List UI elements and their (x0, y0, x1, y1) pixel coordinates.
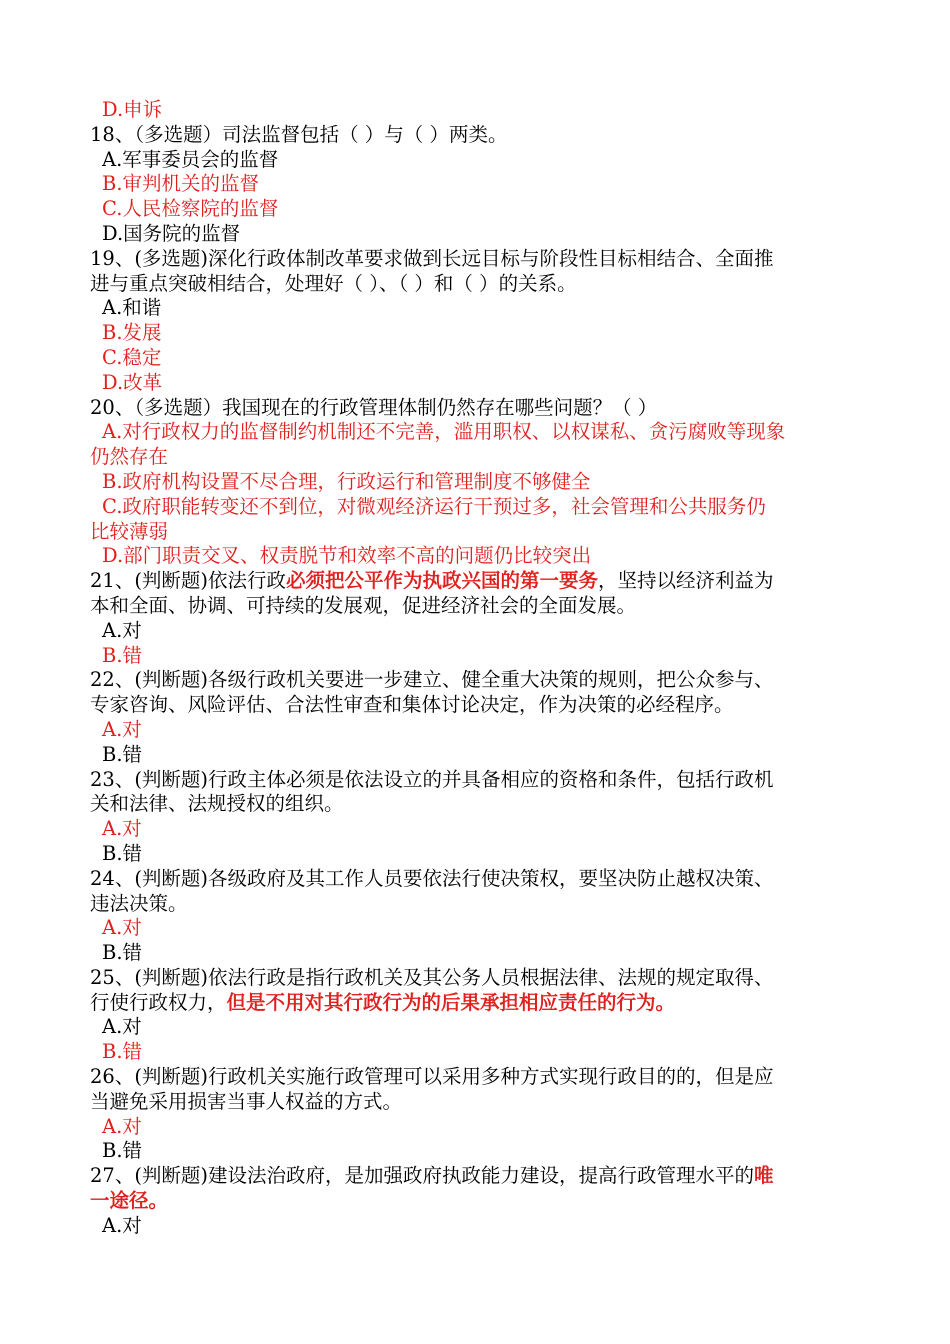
answer-option-line (90, 371, 865, 396)
text-segment: A.对 (102, 916, 142, 940)
emphasized-text: 唯 (754, 1164, 774, 1188)
emphasized-text: 一途径。 (90, 1189, 169, 1213)
answer-option-line (90, 544, 865, 569)
text-segment: A.对 (102, 717, 142, 741)
text-segment: 22、(判断题)各级行政机关要进一步建立、健全重大决策的规则，把公众参与、 (90, 668, 774, 692)
text-segment: 19、(多选题)深化行政体制改革要求做到长远目标与阶段性目标相结合、全面推 (90, 246, 774, 270)
answer-option-line (90, 718, 865, 743)
text-segment: 23、(判断题)行政主体必须是依法设立的并具备相应的资格和条件，包括行政机 (90, 767, 774, 791)
text-segment: A.对行政权力的监督制约机制还不完善，滥用职权、以权谋私、贪污腐败等现象 (102, 420, 786, 444)
answer-option-line (90, 495, 865, 520)
answer-option-line (90, 817, 865, 842)
answer-option-line (90, 1139, 865, 1164)
text-segment: 进与重点突破相结合，处理好（ ）、（ ）和（ ）的关系。 (90, 271, 577, 295)
text-segment: C.人民检察院的监督 (102, 197, 279, 221)
answer-option-line (90, 1115, 865, 1140)
answer-option-line (90, 743, 865, 768)
text-segment: C.稳定 (102, 345, 162, 369)
answer-option-line (90, 619, 865, 644)
text-segment: A.和谐 (102, 296, 162, 320)
answer-option-line (90, 470, 865, 495)
text-segment: B.政府机构设置不尽合理，行政运行和管理制度不够健全 (102, 469, 591, 493)
question-text-line (90, 1189, 865, 1214)
emphasized-text: 必须把公平作为执政兴国的第一要务 (286, 569, 599, 593)
text-segment: 专家咨询、风险评估、合法性审查和集体讨论决定，作为决策的必经程序。 (90, 693, 734, 717)
question-text-line (90, 594, 865, 619)
text-segment: A.对 (102, 1114, 142, 1138)
text-segment: 21、(判断题)依法行政 (90, 569, 287, 593)
answer-option-line (90, 1214, 865, 1239)
question-text-line (90, 668, 865, 693)
question-text-line (90, 867, 865, 892)
text-segment: 18、（多选题）司法监督包括（ ）与（ ）两类。 (90, 122, 508, 146)
text-segment: 关和法律、法规授权的组织。 (90, 792, 344, 816)
text-segment: 24、(判断题)各级政府及其工作人员要依法行使决策权，要坚决防止越权决策、 (90, 866, 774, 890)
question-text-line (90, 520, 865, 545)
text-segment: B.审判机关的监督 (102, 172, 260, 196)
answer-option-line (90, 1040, 865, 1065)
question-text-line (90, 247, 865, 272)
answer-option-line (90, 420, 865, 445)
answer-option-line (90, 172, 865, 197)
text-segment: 仍然存在 (90, 445, 169, 469)
text-segment: B.错 (102, 841, 143, 865)
question-text-line (90, 792, 865, 817)
question-text-line (90, 272, 865, 297)
text-segment: A.对 (102, 1213, 142, 1237)
text-segment: B.错 (102, 1040, 143, 1064)
answer-option-line (90, 916, 865, 941)
answer-option-line (90, 842, 865, 867)
question-text-line (90, 396, 865, 421)
answer-option-line (90, 98, 865, 123)
text-segment: B.错 (102, 941, 143, 965)
text-segment: A.军事委员会的监督 (102, 147, 279, 171)
text-segment: B.错 (102, 643, 143, 667)
question-text-line (90, 1065, 865, 1090)
text-segment: 当避免采用损害当事人权益的方式。 (90, 1089, 403, 1113)
text-segment: ，坚持以经济利益为 (598, 569, 774, 593)
question-text-line (90, 1090, 865, 1115)
text-segment: 26、(判断题)行政机关实施行政管理可以采用多种方式实现行政目的的，但是应 (90, 1065, 774, 1089)
text-segment: B.错 (102, 742, 143, 766)
text-segment: 行使行政权力， (90, 990, 227, 1014)
text-segment: 违法决策。 (90, 891, 188, 915)
text-segment: D.国务院的监督 (102, 221, 241, 245)
question-text-line (90, 768, 865, 793)
text-segment: A.对 (102, 1015, 142, 1039)
answer-option-line (90, 941, 865, 966)
answer-option-line (90, 1015, 865, 1040)
text-segment: A.对 (102, 817, 142, 841)
question-text-line (90, 123, 865, 148)
answer-option-line (90, 346, 865, 371)
answer-option-line (90, 321, 865, 346)
text-segment: C.政府职能转变还不到位，对微观经济运行干预过多，社会管理和公共服务仍 (102, 494, 766, 518)
emphasized-text: 但是不用对其行政行为的后果承担相应责任的行为。 (226, 990, 676, 1014)
question-text-line (90, 569, 865, 594)
question-text-line (90, 445, 865, 470)
text-segment: B.发展 (102, 321, 162, 345)
text-segment: 20、（多选题）我国现在的行政管理体制仍然存在哪些问题？（ ） (90, 395, 658, 419)
text-segment: 25、(判断题)依法行政是指行政机关及其公务人员根据法律、法规的规定取得、 (90, 965, 774, 989)
answer-option-line (90, 197, 865, 222)
question-text-line (90, 892, 865, 917)
text-segment: D.部门职责交叉、权责脱节和效率不高的问题仍比较突出 (102, 544, 592, 568)
question-text-line (90, 991, 865, 1016)
text-segment: A.对 (102, 618, 142, 642)
text-segment: D.改革 (102, 370, 163, 394)
question-text-line (90, 1164, 865, 1189)
question-text-line (90, 966, 865, 991)
text-segment: 27、(判断题)建设法治政府，是加强政府执政能力建设，提高行政管理水平的 (90, 1164, 755, 1188)
answer-option-line (90, 148, 865, 173)
text-segment: B.错 (102, 1139, 143, 1163)
text-segment: 本和全面、协调、可持续的发展观，促进经济社会的全面发展。 (90, 593, 637, 617)
answer-option-line (90, 222, 865, 247)
question-text-line (90, 693, 865, 718)
text-segment: D.申诉 (102, 98, 163, 121)
text-segment: 比较薄弱 (90, 519, 169, 543)
answer-option-line (90, 296, 865, 321)
document-body (90, 98, 865, 1239)
answer-option-line (90, 644, 865, 669)
